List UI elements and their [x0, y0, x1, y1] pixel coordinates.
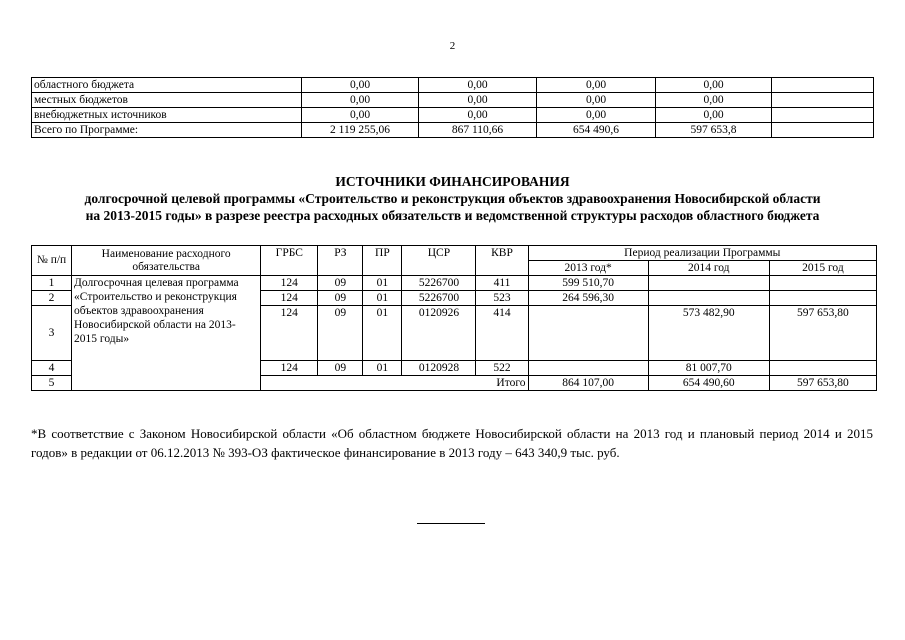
cell-2013: 599 510,70	[528, 276, 648, 291]
header-grbs: ГРБС	[261, 246, 318, 276]
row-label: областного бюджета	[32, 78, 302, 93]
cell-pr: 01	[363, 291, 402, 306]
header-csr: ЦСР	[402, 246, 476, 276]
cell-num: 4	[32, 361, 72, 376]
cell-value	[772, 93, 874, 108]
table-header-row	[32, 246, 877, 261]
table-row	[32, 123, 874, 138]
cell-grbs: 124	[261, 361, 318, 376]
obligation-name: Долгосрочная целевая программа «Строительство и реконструкция объектов здравоохранения Новосибирской области на 2013-2015 годы»	[72, 276, 261, 391]
cell-value: 0,00	[656, 108, 772, 123]
cell-value: 0,00	[419, 78, 537, 93]
header-num: № п/п	[32, 246, 72, 276]
table-row	[32, 108, 874, 123]
cell-value: 0,00	[656, 93, 772, 108]
cell-value	[772, 123, 874, 138]
cell-pr: 01	[363, 361, 402, 376]
cell-value	[772, 108, 874, 123]
header-name: Наименование расходного обязательства	[72, 246, 261, 276]
header-period: Период реализации Программы	[528, 246, 876, 261]
cell-pr: 01	[363, 306, 402, 361]
cell-grbs: 124	[261, 276, 318, 291]
cell-2014	[648, 276, 769, 291]
cell-rz: 09	[318, 306, 363, 361]
cell-2015	[769, 361, 876, 376]
cell-rz: 09	[318, 276, 363, 291]
cell-2015	[769, 291, 876, 306]
cell-2014	[648, 291, 769, 306]
cell-value: 654 490,6	[537, 123, 656, 138]
total-label: Итого	[261, 376, 528, 391]
total-2013: 864 107,00	[528, 376, 648, 391]
cell-csr: 5226700	[402, 276, 476, 291]
section-subtitle-line2: на 2013-2015 годы» в разрезе реестра расходных обязательств и ведомственной структуры расходов областного бюджета	[85, 208, 820, 223]
cell-2015: 597 653,80	[769, 306, 876, 361]
cell-kvr: 411	[476, 276, 528, 291]
cell-value: 0,00	[302, 78, 419, 93]
footnote: *В соответствие с Законом Новосибирской области «Об областном бюджете Новосибирской области на 2013 год и плановый период 2014 и 2015 годов» в редакции от 06.12.2013 № 393-ОЗ фактическое финансирование в 2013 году – 643 340,9 тыс. руб.	[31, 426, 873, 460]
cell-csr: 0120928	[402, 361, 476, 376]
cell-value	[772, 78, 874, 93]
cell-2014: 81 007,70	[648, 361, 769, 376]
cell-2015	[769, 276, 876, 291]
cell-value: 0,00	[419, 93, 537, 108]
cell-value: 0,00	[302, 108, 419, 123]
cell-value: 0,00	[656, 78, 772, 93]
divider-line	[417, 523, 485, 524]
funding-sources-table	[31, 245, 877, 391]
row-label: Всего по Программе:	[32, 123, 302, 138]
header-2013: 2013 год*	[528, 261, 648, 276]
cell-kvr: 522	[476, 361, 528, 376]
header-2014: 2014 год	[648, 261, 769, 276]
cell-csr: 0120926	[402, 306, 476, 361]
cell-grbs: 124	[261, 291, 318, 306]
cell-kvr: 523	[476, 291, 528, 306]
cell-2013	[528, 361, 648, 376]
cell-value: 867 110,66	[419, 123, 537, 138]
row-label: местных бюджетов	[32, 93, 302, 108]
cell-value: 0,00	[537, 93, 656, 108]
cell-num: 5	[32, 376, 72, 391]
cell-value: 0,00	[537, 78, 656, 93]
section-subtitle-line1: долгосрочной целевой программы «Строительство и реконструкция объектов здравоохранения Новосибирской области	[84, 191, 821, 206]
cell-value: 0,00	[537, 108, 656, 123]
cell-kvr: 414	[476, 306, 528, 361]
cell-num: 3	[32, 306, 72, 361]
section-title: ИСТОЧНИКИ ФИНАНСИРОВАНИЯ	[335, 174, 570, 189]
cell-num: 1	[32, 276, 72, 291]
cell-value: 2 119 255,06	[302, 123, 419, 138]
table-row	[32, 78, 874, 93]
cell-pr: 01	[363, 276, 402, 291]
header-2015: 2015 год	[769, 261, 876, 276]
cell-value: 0,00	[419, 108, 537, 123]
page-number: 2	[449, 40, 456, 52]
cell-value: 597 653,8	[656, 123, 772, 138]
funding-summary-table	[31, 77, 874, 138]
header-rz: РЗ	[318, 246, 363, 276]
table-row	[32, 93, 874, 108]
cell-value: 0,00	[302, 93, 419, 108]
cell-csr: 5226700	[402, 291, 476, 306]
cell-2014: 573 482,90	[648, 306, 769, 361]
cell-rz: 09	[318, 291, 363, 306]
header-pr: ПР	[363, 246, 402, 276]
cell-num: 2	[32, 291, 72, 306]
cell-rz: 09	[318, 361, 363, 376]
cell-2013	[528, 306, 648, 361]
table-row	[32, 276, 877, 291]
cell-grbs: 124	[261, 306, 318, 361]
cell-2013: 264 596,30	[528, 291, 648, 306]
row-label: внебюджетных источников	[32, 108, 302, 123]
header-kvr: КВР	[476, 246, 528, 276]
total-2014: 654 490,60	[648, 376, 769, 391]
total-2015: 597 653,80	[769, 376, 876, 391]
